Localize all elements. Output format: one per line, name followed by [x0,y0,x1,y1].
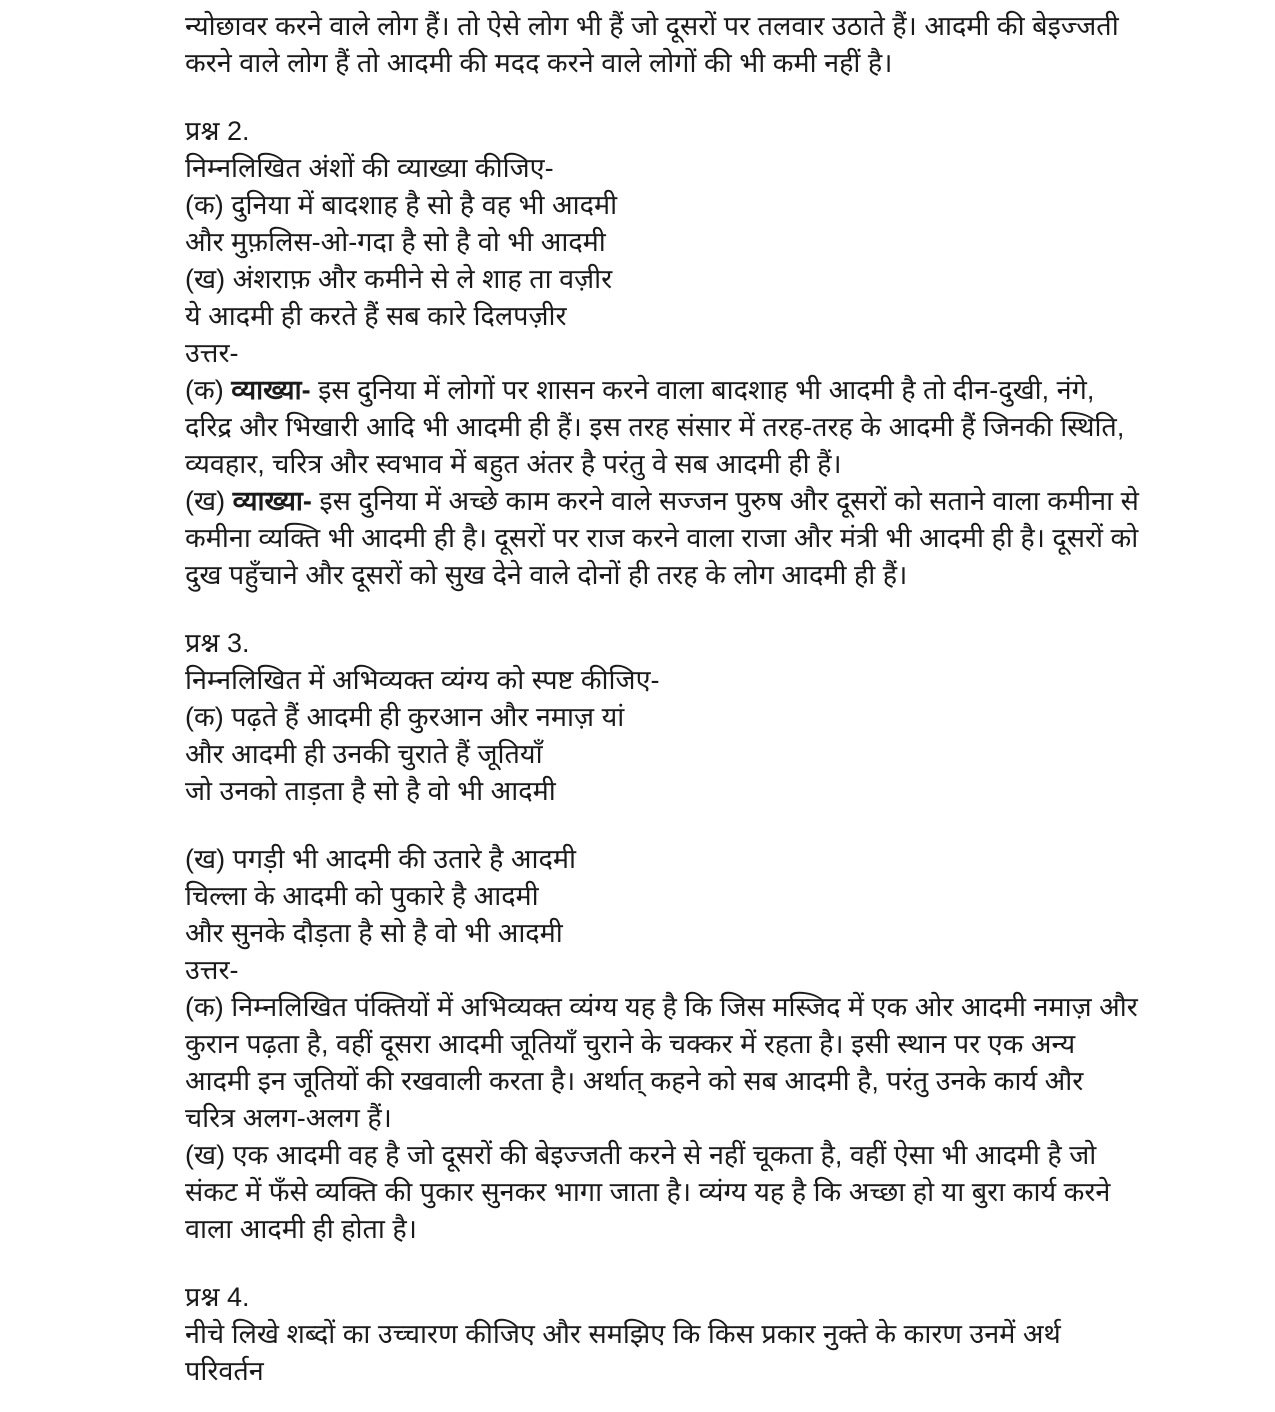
intro-paragraph: न्योछावर करने वाले लोग हैं। तो ऐसे लोग भी हैं जो दूसरों पर तलवार उठाते हैं। आदमी की बेइज्जती करने वाले लोग हैं तो आदमी की मदद करने वाले लोगों की भी कमी नहीं है। [185,11,1119,78]
verse-line: (ख) अंशराफ़ और कमीने से ले शाह ता वज़ीर [185,264,613,294]
verse-line: और आदमी ही उनकी चुराते हैं जूतियाँ [185,739,543,769]
verse-line: जो उनको ताड़ता है सो है वो भी आदमी [185,776,556,806]
question-3-answer-b: (ख) एक आदमी वह है जो दूसरों की बेइज्जती करने से नहीं चूकता है, वहीं ऐसा भी आदमी है जो संकट में फँसे व्यक्ति की पुकार सुनकर भागा जाता है। व्यंग्य यह है कि अच्छा हो या बुरा कार्य करने वाला आदमी ही होता है। [185,1140,1111,1244]
question-3-verse-b [185,841,1140,952]
question-2-section [185,113,1140,594]
question-3-verse-a [185,699,1140,810]
question-2-answer-a [185,372,1140,483]
verse-line: (क) पढ़ते हैं आदमी ही कुरआन और नमाज़ यां [185,702,625,732]
answer-body: इस दुनिया में लोगों पर शासन करने वाला बादशाह भी आदमी है तो दीन-दुखी, नंगे, दरिद्र और भिखारी आदि भी आदमी ही हैं। इस तरह संसार में तरह-तरह के आदमी हैं जिनकी स्थिति, व्यवहार, चरित्र और स्वभाव में बहुत अंतर है परंतु वे सब आदमी ही हैं। [185,375,1125,479]
answer-bold-lead: व्याख्या- [232,486,312,516]
verse-line: (क) दुनिया में बादशाह है सो है वह भी आदमी [185,190,618,220]
question-2-answer-b [185,483,1140,594]
answer-marker: (ख) [185,486,233,516]
question-2-heading: प्रश्न 2. [185,116,250,146]
verse-line: (ख) पगड़ी भी आदमी की उतारे है आदमी [185,844,576,874]
question-2-instruction: निम्नलिखित अंशों की व्याख्या कीजिए- [185,153,554,183]
question-3-instruction: निम्नलिखित में अभिव्यक्त व्यंग्य को स्पष्ट कीजिए- [185,665,660,695]
verse-line: और मुफ़लिस-ओ-गदा है सो है वो भी आदमी [185,227,606,257]
question-4-heading: प्रश्न 4. [185,1282,250,1312]
verse-line: चिल्ला के आदमी को पुकारे है आदमी [185,881,539,911]
question-3-answer-label: उत्तर- [185,955,239,985]
question-4-section [185,1279,1140,1390]
question-2-answer-label: उत्तर- [185,338,239,368]
answer-bold-lead: व्याख्या- [231,375,311,405]
question-2-verse [185,187,1140,335]
question-3-heading: प्रश्न 3. [185,628,250,658]
verse-line: और सुनके दौड़ता है सो है वो भी आदमी [185,918,563,948]
question-4-instruction: नीचे लिखे शब्दों का उच्चारण कीजिए और समझिए कि किस प्रकार नुक्ते के कारण उनमें अर्थ परिवर्तन [185,1319,1061,1386]
verse-line: ये आदमी ही करते हैं सब कारे दिलपज़ीर [185,301,567,331]
answer-marker: (क) [185,375,232,405]
question-3-section [185,625,1140,1248]
question-3-answer-a: (क) निम्नलिखित पंक्तियों में अभिव्यक्त व्यंग्य यह है कि जिस मस्जिद में एक ओर आदमी नमाज़ और कुरान पढ़ता है, वहीं दूसरा आदमी जूतियाँ चुराने के चक्कर में रहता है। इसी स्थान पर एक अन्य आदमी इन जूतियों की रखवाली करता है। अर्थात् कहने को सब आदमी है, परंतु उनके कार्य और चरित्र अलग-अलग हैं। [185,992,1138,1133]
answer-body: इस दुनिया में अच्छे काम करने वाले सज्जन पुरुष और दूसरों को सताने वाला कमीना से कमीना व्यक्ति भी आदमी ही है। दूसरों पर राज करने वाला राजा और मंत्री भी आदमी ही है। दूसरों को दुख पहुँचाने और दूसरों को सुख देने वाले दोनों ही तरह के लोग आदमी ही हैं। [185,486,1139,590]
